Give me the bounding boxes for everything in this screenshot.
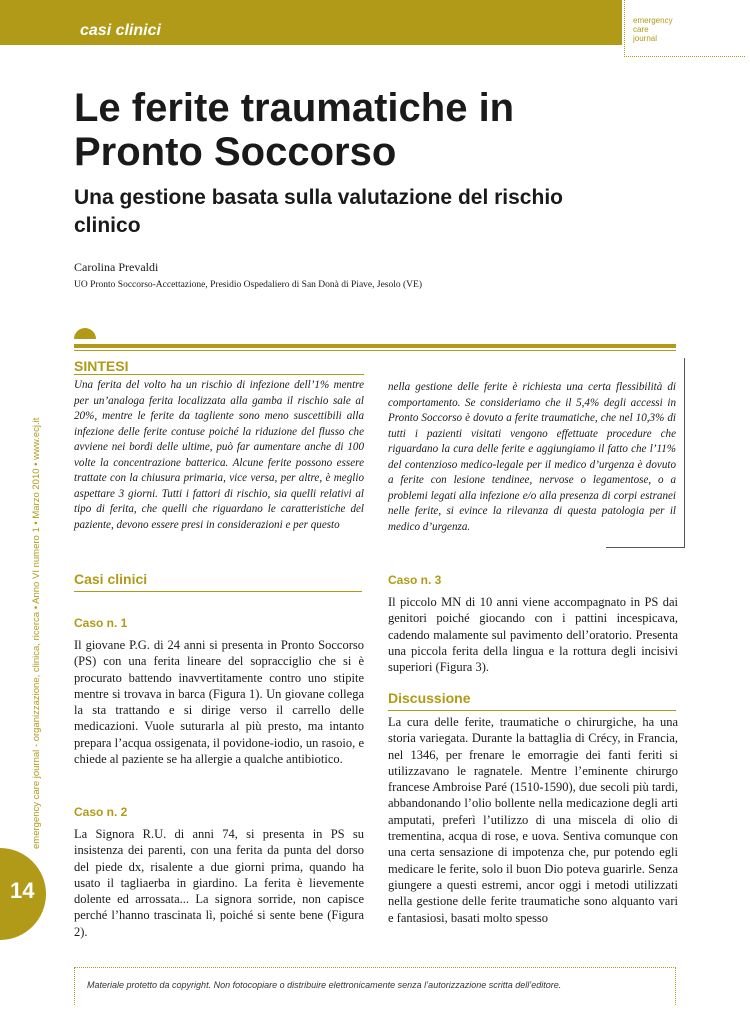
abstract-top-rule-thin bbox=[74, 350, 676, 351]
section-label: casi clinici bbox=[80, 22, 161, 39]
abstract-top-rule bbox=[74, 344, 676, 348]
sintesi-text-right: nella gestione delle ferite è richiesta una certa flessibilità di comportamento. Se consideriamo che il 5,4% degli accessi in Pronto Soccorso è dovuto a ferite traumatiche, che nel 10,3% di tutti i pazienti visitati vengono effettuate procedure che riguardano la cura delle ferite e aggiungiamo il fatto che l’11% del contenzioso medico-legale per il medico d’urgenza è dovuto a ferite con lesione tendinee, nervose o legamentose, o a problemi legati alla infezione e/o alla presenza di corpi estranei nelle ferite, si evince la rilevanza di questa patologia per il medico d’urgenza. bbox=[388, 381, 676, 533]
vertical-journal-info: emergency care journal - organizzazione, clinica, ricerca • Anno VI numero 1 • Marzo 2010 • www.ecj.it bbox=[31, 417, 42, 849]
sintesi-heading: SINTESI bbox=[74, 358, 129, 374]
copyright-footer bbox=[74, 967, 676, 1005]
decorative-half-circle bbox=[74, 328, 96, 339]
abstract-corner-vertical bbox=[684, 358, 685, 548]
page-number: 14 bbox=[10, 878, 35, 903]
copyright-notice: Materiale protetto da copyright. Non fotocopiare o distribuire elettronicamente senza l’autorizzazione scritta dell’editore. bbox=[87, 980, 562, 990]
casi-clinici-rule bbox=[74, 591, 362, 592]
journal-logo bbox=[624, 0, 745, 57]
journal-logo-line-1: emergency bbox=[633, 16, 673, 25]
discussione-heading: Discussione bbox=[388, 690, 471, 706]
article-title: Le ferite traumatiche in Pronto Soccorso bbox=[74, 86, 515, 174]
journal-logo-line-3: journal bbox=[633, 34, 658, 43]
article-subtitle: Una gestione basata sulla valutazione del rischio clinico bbox=[74, 186, 563, 237]
journal-logo-line-2: care bbox=[633, 25, 649, 34]
caso-3-text: Il piccolo MN di 10 anni viene accompagnato in PS dai genitori poiché giocando con i pattini incespicava, cadendo malamente sul pavimento dell’oratorio. Presenta una piccola ferita della lingua e la rottura degli incisivi superiori (Figura 3). bbox=[388, 595, 678, 675]
sintesi-text-left: Una ferita del volto ha un rischio di infezione dell’1% mentre per un’analoga ferita localizzata alla gamba il rischio sale al 20%, mentre le ferite da tagliente sono meno suscettibili alla infezione delle ferite contuse poiché la riduzione del flusso che avviene nei bordi delle ultime, può far aumentare anche di 100 volte la concentrazione batterica. Alcune ferite possono essere trattate con la chiusura primaria, vice versa, per altre, è meglio aspettare 3 giorni. Tutti i fattori di rischio, sia quelli relativi al tipo di ferita, che quelli che riguardano le caratteristiche del paziente, devono essere presi in considerazioni e per questo bbox=[74, 379, 364, 531]
article-author: Carolina Prevaldi bbox=[74, 260, 159, 274]
discussione-text: La cura delle ferite, traumatiche o chirurgiche, ha una storia variegata. Durante la battaglia di Crécy, in Francia, nel 1346, per frenare le emorragie dei fanti feriti si utilizzavano le ragnatele. Mentre l’eminente chirurgo francese Ambroise Paré (1510-1590), due secoli più tardi, abbandonando l’olio bollente nella medicazione degli arti amputati, preferì l’utilizzo di una miscela di olio di trementina, acqua di rose, e uova. Sentiva comunque con una certa sensazione di impotenza che, pur potendo egli medicare le ferite, solo il buon Dio poteva guarirle. Senza giungere a questi estremi, ancor oggi i metodi utilizzati nella gestione delle ferite traumatiche sono alquanto vari e fantasiosi, basati molto spesso bbox=[388, 715, 678, 925]
caso-2-text: La Signora R.U. di anni 74, si presenta in PS su insistenza dei parenti, con una ferita da punta del dorso del piede dx, risalente a due giorni prima, quando ha usato il tagliaerba in giardino. La ferita è lievemente dolente ed arrossata... La signora sorride, non capisce perché l’hanno trascinata lì, poiché si sente bene (Figura 2). bbox=[74, 827, 364, 939]
caso-1-text: Il giovane P.G. di 24 anni si presenta in Pronto Soccorso (PS) con una ferita lineare del sopracciglio che si è procurato battendo inavvertitamente contro uno stipite mentre si trovava in barca (Figura 1). Un giovane collega la sta trattando e si dirige verso il carrello delle medicazioni. Vuole suturarla al più presto, ma intanto prepara l’acqua ossigenata, il povidone-iodio, un rasoio, e chiede al paziente se ha allergie a qualche antibiotico. bbox=[74, 638, 364, 767]
casi-clinici-heading: Casi clinici bbox=[74, 571, 148, 587]
abstract-corner-horizontal bbox=[606, 547, 685, 548]
caso-2-heading: Caso n. 2 bbox=[74, 805, 128, 819]
caso-3-heading: Caso n. 3 bbox=[388, 573, 442, 587]
sintesi-heading-rule bbox=[74, 374, 364, 375]
caso-1-heading: Caso n. 1 bbox=[74, 616, 128, 630]
discussione-rule bbox=[388, 710, 676, 711]
article-affiliation: UO Pronto Soccorso-Accettazione, Presidio Ospedaliero di San Donà di Piave, Jesolo (VE) bbox=[74, 280, 422, 290]
